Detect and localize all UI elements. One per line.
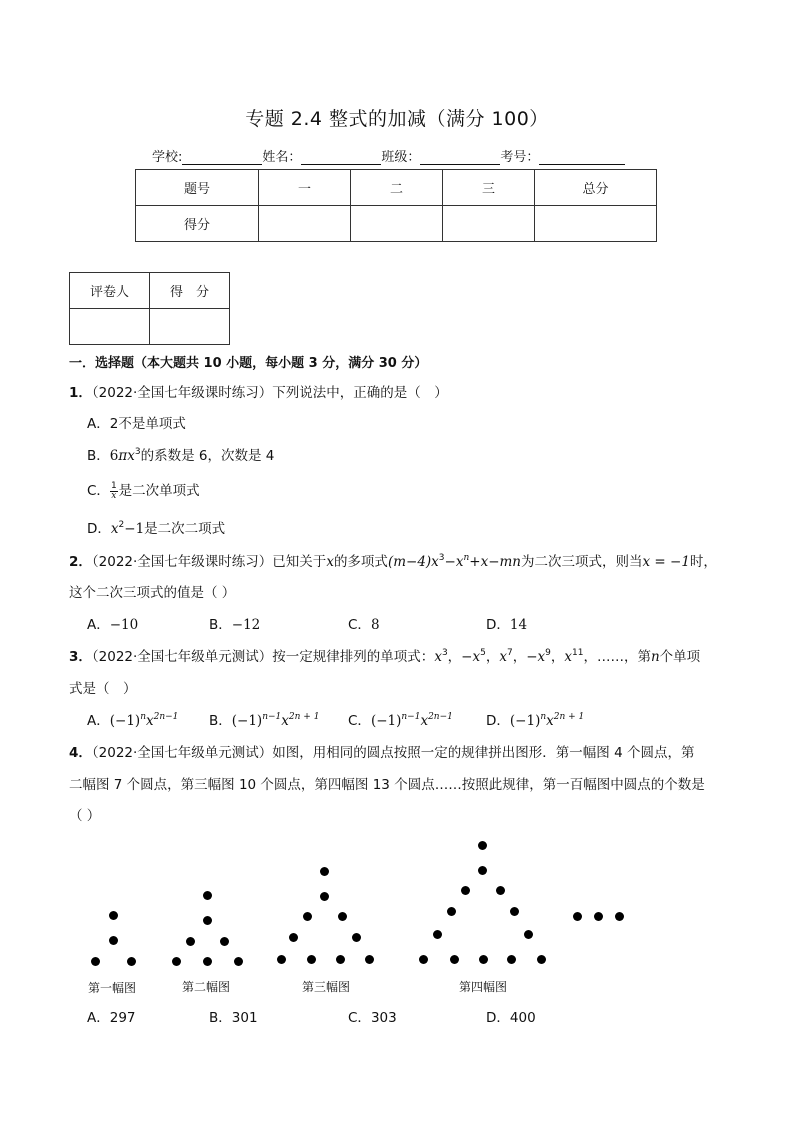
- fraction-denominator: x: [111, 490, 117, 501]
- option-label: D．: [87, 521, 111, 537]
- dot: [594, 912, 603, 921]
- option-exponent: n−1: [262, 712, 282, 722]
- dot: [203, 957, 212, 966]
- option-label: B．: [209, 713, 232, 729]
- sequence-sign: −: [526, 649, 538, 665]
- option-exponent: n−1: [401, 712, 421, 722]
- dot: [320, 867, 329, 876]
- option-label: C．: [348, 713, 371, 729]
- dot: [419, 955, 428, 964]
- question-number: 1．: [69, 385, 92, 401]
- sequence-exponent: 9: [545, 648, 551, 658]
- dot: [479, 955, 488, 964]
- option-exponent: 2n + 1: [288, 712, 320, 722]
- dot: [507, 955, 516, 964]
- dot: [127, 957, 136, 966]
- option-label: A．: [87, 617, 110, 633]
- sequence-term: x: [499, 649, 507, 665]
- option-text: 14: [509, 617, 528, 633]
- option-exponent: 3: [134, 447, 141, 457]
- score-header-cell: 总分: [535, 170, 657, 206]
- option-label: C．: [87, 483, 110, 499]
- sequence-sign: −: [461, 649, 473, 665]
- dot: [573, 912, 582, 921]
- question-text: （2022·全国七年级课时练习）下列说法中，正确的是（ ）: [91, 385, 448, 401]
- dot: [320, 892, 329, 901]
- dot: [277, 955, 286, 964]
- section-heading: 一．选择题（本大题共 10 小题，每小题 3 分，满分 30 分）: [69, 356, 428, 371]
- dot: [203, 891, 212, 900]
- fraction-numerator: 1: [110, 480, 117, 491]
- sequence-term: x: [564, 649, 572, 665]
- question-4-line3: （ ）: [69, 808, 101, 824]
- grader-score-label: 得 分: [150, 273, 230, 309]
- sequence-exponent: 3: [441, 648, 448, 658]
- option-text: 是二次单项式: [118, 483, 200, 499]
- option-var: x: [145, 713, 154, 729]
- option-label: C．: [348, 1010, 371, 1026]
- dot: [186, 937, 195, 946]
- option-text: 2不是单项式: [109, 416, 186, 432]
- separator: ，: [447, 649, 462, 665]
- option-label: A．: [87, 416, 110, 432]
- question-text: ……，第: [596, 649, 651, 665]
- question-text: （2022·全国七年级课时练习）已知关于: [91, 554, 327, 570]
- dot: [450, 955, 459, 964]
- option-exponent: 2: [118, 520, 125, 530]
- grader-label: 评卷人: [70, 273, 150, 309]
- option-base: (−1): [370, 713, 402, 729]
- separator: ，: [512, 649, 527, 665]
- option-label: D．: [486, 617, 510, 633]
- separator: ，: [550, 649, 565, 665]
- question-3-line2: 式是（ ）: [69, 681, 137, 697]
- condition: x = −1: [642, 554, 690, 570]
- option-base: (−1): [109, 713, 141, 729]
- option-exponent: 2n−1: [428, 712, 453, 722]
- sequence-term: x: [472, 649, 481, 665]
- question-2-line2: 这个二次三项式的值是（ ）: [69, 585, 236, 601]
- figure-caption-1: 第一幅图: [88, 981, 137, 995]
- question-text: 个单项: [659, 649, 701, 665]
- dot: [447, 907, 456, 916]
- option-text: −12: [231, 617, 261, 633]
- option-base: (−1): [509, 713, 541, 729]
- dot: [352, 933, 361, 942]
- option-label: C．: [348, 617, 371, 633]
- score-row-label: 得分: [136, 206, 259, 242]
- option-exponent: n: [140, 712, 146, 722]
- option-text: 297: [109, 1010, 136, 1026]
- dot: [91, 957, 100, 966]
- question-text: 为二次三项式，则当: [521, 554, 643, 570]
- option-label: D．: [486, 713, 510, 729]
- dot: [524, 930, 533, 939]
- question-text: （2022·全国七年级单元测试）如图，用相同的圆点按照一定的规律拼出图形．第一幅图 4 个圆点，第: [91, 745, 695, 761]
- sequence-exponent: 5: [480, 648, 486, 658]
- dot: [234, 957, 243, 966]
- sequence-term: x: [434, 649, 442, 665]
- sequence-exponent: 11: [572, 648, 584, 658]
- exponent: n: [463, 553, 470, 563]
- question-text: （2022·全国七年级单元测试）按一定规律排列的单项式：: [91, 649, 435, 665]
- dot: [478, 866, 487, 875]
- name-label: 姓名：: [262, 150, 302, 165]
- option-var: x: [281, 713, 289, 729]
- option-exponent: 2n + 1: [553, 712, 585, 722]
- q4-option-b[interactable]: [209, 1008, 258, 1028]
- option-text: 303: [370, 1010, 397, 1026]
- score-header-cell: 二: [351, 170, 443, 206]
- option-text: 400: [509, 1010, 536, 1026]
- option-text: −10: [109, 617, 139, 633]
- option-text: 8: [370, 617, 380, 633]
- dot: [109, 911, 118, 920]
- option-text: 是二次二项式: [144, 521, 226, 537]
- q4-option-d[interactable]: [486, 1008, 536, 1028]
- option-math: πx: [118, 448, 135, 464]
- option-label: A．: [87, 1010, 110, 1026]
- option-label: A．: [87, 713, 110, 729]
- polynomial: −x: [444, 554, 464, 570]
- separator: ，: [485, 649, 500, 665]
- dot: [289, 933, 298, 942]
- dot: [478, 841, 487, 850]
- option-math-rest: −1: [124, 521, 145, 537]
- dot: [461, 886, 470, 895]
- question-text: 时，: [689, 554, 717, 570]
- option-text: 的系数是 6，次数是 4: [140, 448, 275, 464]
- score-header-cell: 题号: [136, 170, 259, 206]
- option-label: B．: [209, 1010, 232, 1026]
- dot: [220, 937, 229, 946]
- option-exponent: n: [540, 712, 547, 722]
- sequence-term: x: [537, 649, 546, 665]
- dot: [510, 907, 519, 916]
- option-label: D．: [486, 1010, 510, 1026]
- dot: [303, 912, 312, 921]
- figure-caption-4: 第四幅图: [459, 980, 508, 994]
- option-base: (−1): [231, 713, 263, 729]
- figure-caption-3: 第三幅图: [302, 980, 351, 994]
- option-label: B．: [209, 617, 232, 633]
- question-text: 的多项式: [333, 554, 388, 570]
- option-label: B．: [87, 448, 110, 464]
- question-number: 4．: [69, 745, 92, 761]
- polynomial: (m−4)x: [387, 554, 439, 570]
- dot: [172, 957, 181, 966]
- dot: [537, 955, 546, 964]
- dot: [496, 886, 505, 895]
- school-label: 学校:: [152, 150, 183, 165]
- exponent: 3: [438, 553, 445, 563]
- number-label: 考号：: [500, 150, 540, 165]
- score-header-cell: 一: [259, 170, 351, 206]
- sequence-exponent: 7: [506, 648, 513, 658]
- option-text: 301: [231, 1010, 258, 1026]
- option-math: x: [110, 521, 119, 537]
- score-header-cell: 三: [443, 170, 535, 206]
- dot: [433, 930, 442, 939]
- dot: [615, 912, 624, 921]
- figure-caption-2: 第二幅图: [182, 980, 231, 994]
- option-var: x: [420, 713, 429, 729]
- question-4-line2: 二幅图 7 个圆点，第三幅图 10 个圆点，第四幅图 13 个圆点……按照此规律，第一百幅图中圆点的个数是: [69, 777, 705, 793]
- dot: [109, 936, 118, 945]
- option-var: x: [546, 713, 554, 729]
- option-coefficient: 6: [109, 448, 119, 464]
- question-number: 3．: [69, 649, 92, 665]
- math-variable: n: [650, 649, 660, 665]
- math-variable: x: [326, 554, 334, 570]
- dot: [336, 955, 345, 964]
- dot: [203, 916, 212, 925]
- question-number: 2．: [69, 554, 92, 570]
- dot: [365, 955, 374, 964]
- polynomial: +x−mn: [469, 554, 521, 570]
- dot: [307, 955, 316, 964]
- page-title: 专题 2.4 整式的加减（满分 100）: [245, 108, 549, 130]
- option-exponent: 2n−1: [153, 712, 179, 722]
- class-label: 班级：: [381, 150, 421, 165]
- dot: [338, 912, 347, 921]
- q4-option-a[interactable]: [87, 1008, 136, 1028]
- separator: ，: [583, 649, 597, 665]
- q4-option-c[interactable]: [348, 1008, 397, 1028]
